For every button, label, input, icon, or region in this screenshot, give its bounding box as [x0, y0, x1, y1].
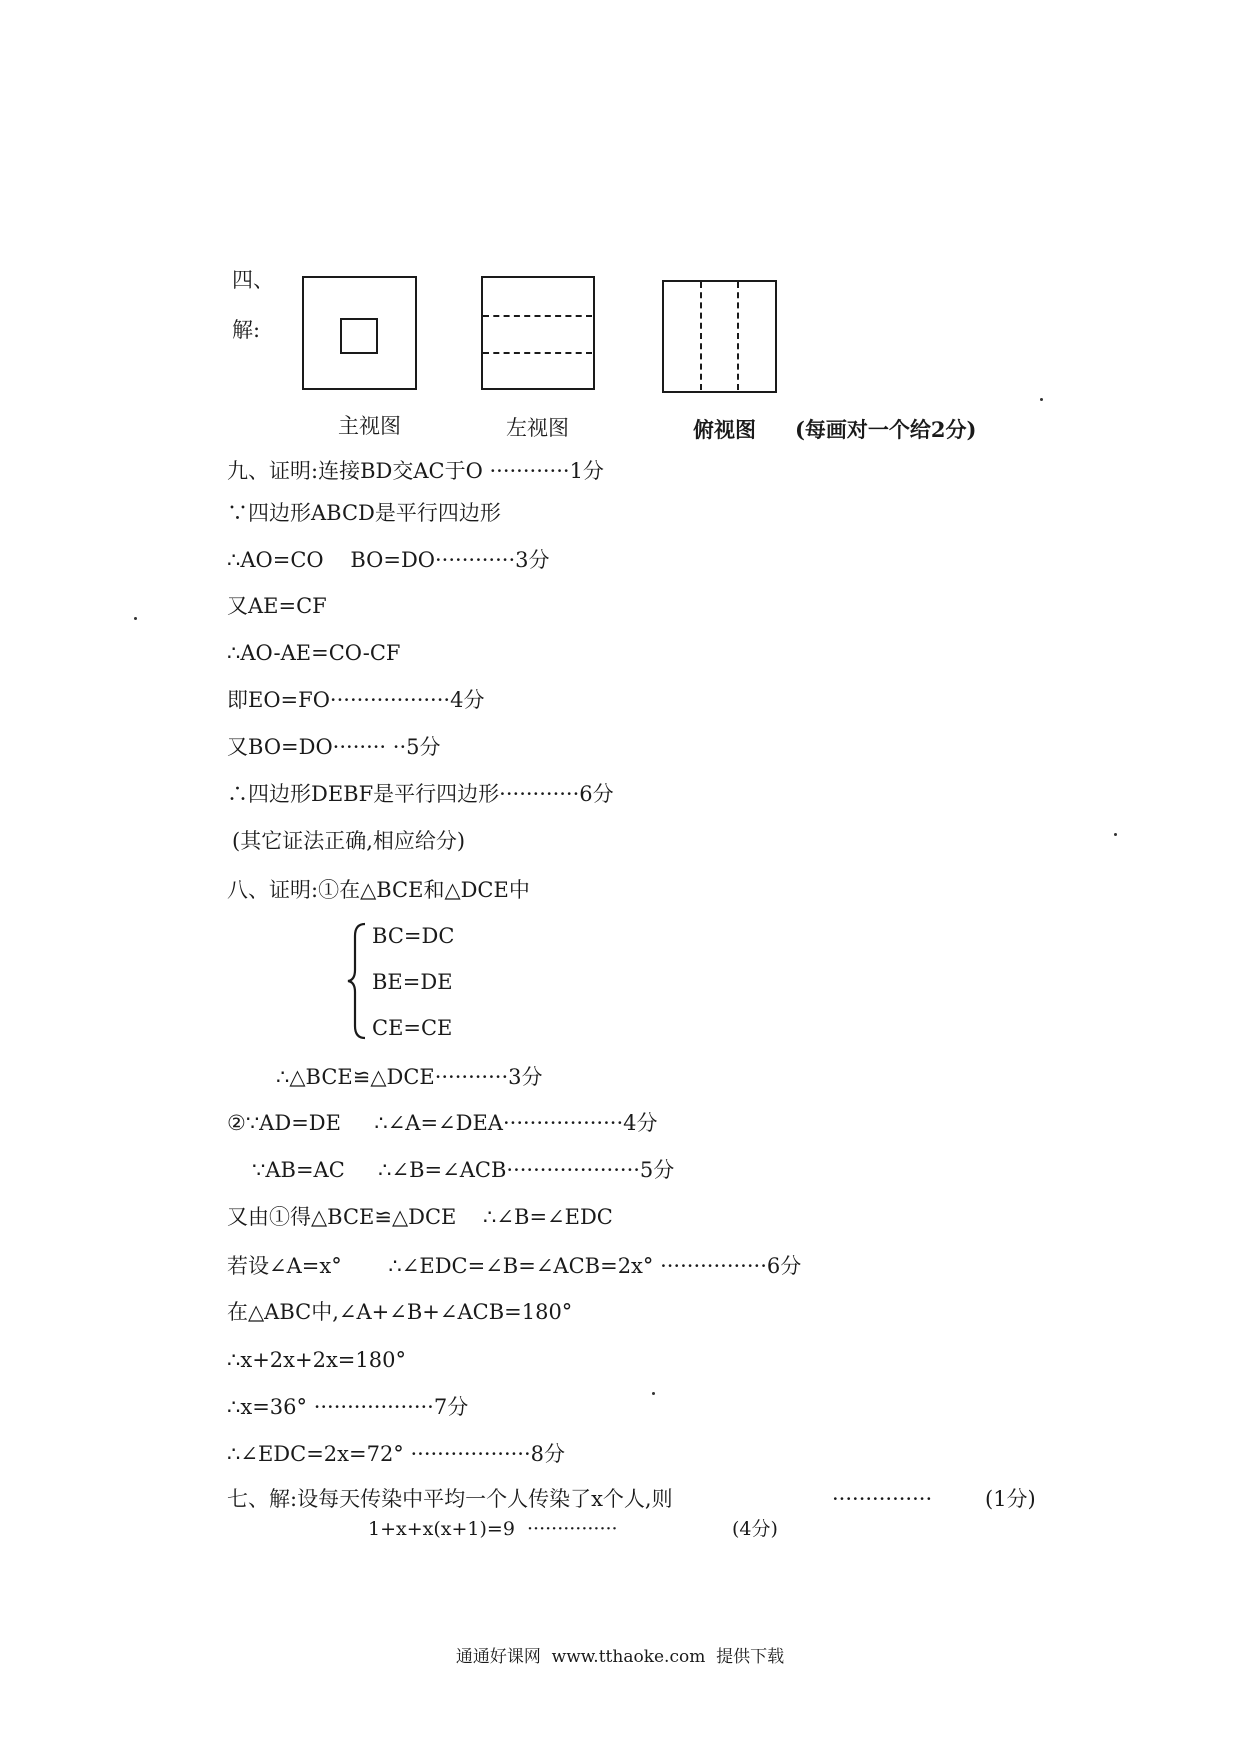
s7-line-1-score: (1分)	[985, 1487, 1036, 1511]
s6-line-3: ②∵AD=DE ∴∠A=∠DEA··················4分	[227, 1111, 658, 1135]
s7-line-1-dots: ···············	[832, 1487, 933, 1511]
top-view-hidden-line-right	[737, 282, 739, 390]
section-4-label: 四、	[232, 268, 274, 292]
s6-brace-line-1: BC=DC	[372, 924, 455, 948]
top-view-hidden-line-left	[700, 282, 702, 390]
s6-line-10: ∴∠EDC=2x=72° ··················8分	[227, 1442, 565, 1466]
s6-line-5: 又由①得△BCE≌△DCE ∴∠B=∠EDC	[227, 1205, 613, 1229]
s5-line-5: ∴AO-AE=CO-CF	[227, 641, 401, 665]
front-view-inner-square	[340, 318, 378, 354]
s6-line-1: 八、证明:①在△BCE和△DCE中	[227, 878, 530, 902]
top-view-caption: 俯视图	[693, 417, 756, 442]
left-view-hidden-line-bottom	[483, 352, 592, 354]
s6-line-8: ∴x+2x+2x=180°	[227, 1348, 406, 1372]
footer-source: 通通好课网 www.tthaoke.com 提供下载	[455, 1647, 785, 1667]
s7-line-2: 1+x+x(x+1)=9 ···············	[368, 1518, 618, 1540]
scan-speck	[652, 1392, 655, 1395]
left-brace	[345, 922, 369, 1040]
s5-line-4: 又AE=CF	[227, 594, 327, 618]
s5-line-9: (其它证法正确,相应给分)	[232, 829, 466, 853]
s6-line-6: 若设∠A=x° ∴∠EDC=∠B=∠ACB=2x° ················6分	[227, 1254, 802, 1278]
section-4-solve: 解:	[232, 318, 261, 342]
s7-line-2-score: (4分)	[732, 1518, 778, 1540]
front-view-caption: 主视图	[338, 414, 401, 438]
s6-brace-line-2: BE=DE	[372, 970, 453, 994]
scoring-note: (每画对一个给2分)	[795, 417, 977, 442]
top-view-drawing	[662, 280, 777, 393]
s6-line-9: ∴x=36° ··················7分	[227, 1395, 469, 1419]
s5-line-6: 即EO=FO··················4分	[227, 688, 485, 712]
s6-line-2: ∴△BCE≌△DCE···········3分	[276, 1065, 543, 1089]
s7-line-1: 七、解:设每天传染中平均一个人传染了x个人,则	[227, 1487, 673, 1511]
s6-brace-line-3: CE=CE	[372, 1016, 453, 1040]
s6-line-4: ∵AB=AC ∴∠B=∠ACB····················5分	[252, 1158, 675, 1182]
s5-line-2: ∵四边形ABCD是平行四边形	[227, 501, 501, 525]
s5-line-3: ∴AO=CO BO=DO············3分	[227, 548, 550, 572]
s5-line-8: ∴四边形DEBF是平行四边形············6分	[227, 782, 614, 806]
s5-line-1: 九、证明:连接BD交AC于O ············1分	[227, 459, 604, 483]
left-view-hidden-line-top	[483, 315, 592, 317]
scan-speck	[1114, 833, 1117, 836]
scan-speck	[1040, 398, 1043, 401]
left-view-caption: 左视图	[506, 416, 569, 440]
scan-speck	[134, 617, 137, 620]
s6-line-7: 在△ABC中,∠A+∠B+∠ACB=180°	[227, 1300, 573, 1324]
left-view-drawing	[481, 276, 595, 390]
s5-line-7: 又BO=DO········ ··5分	[227, 735, 441, 759]
front-view-drawing	[302, 276, 417, 390]
